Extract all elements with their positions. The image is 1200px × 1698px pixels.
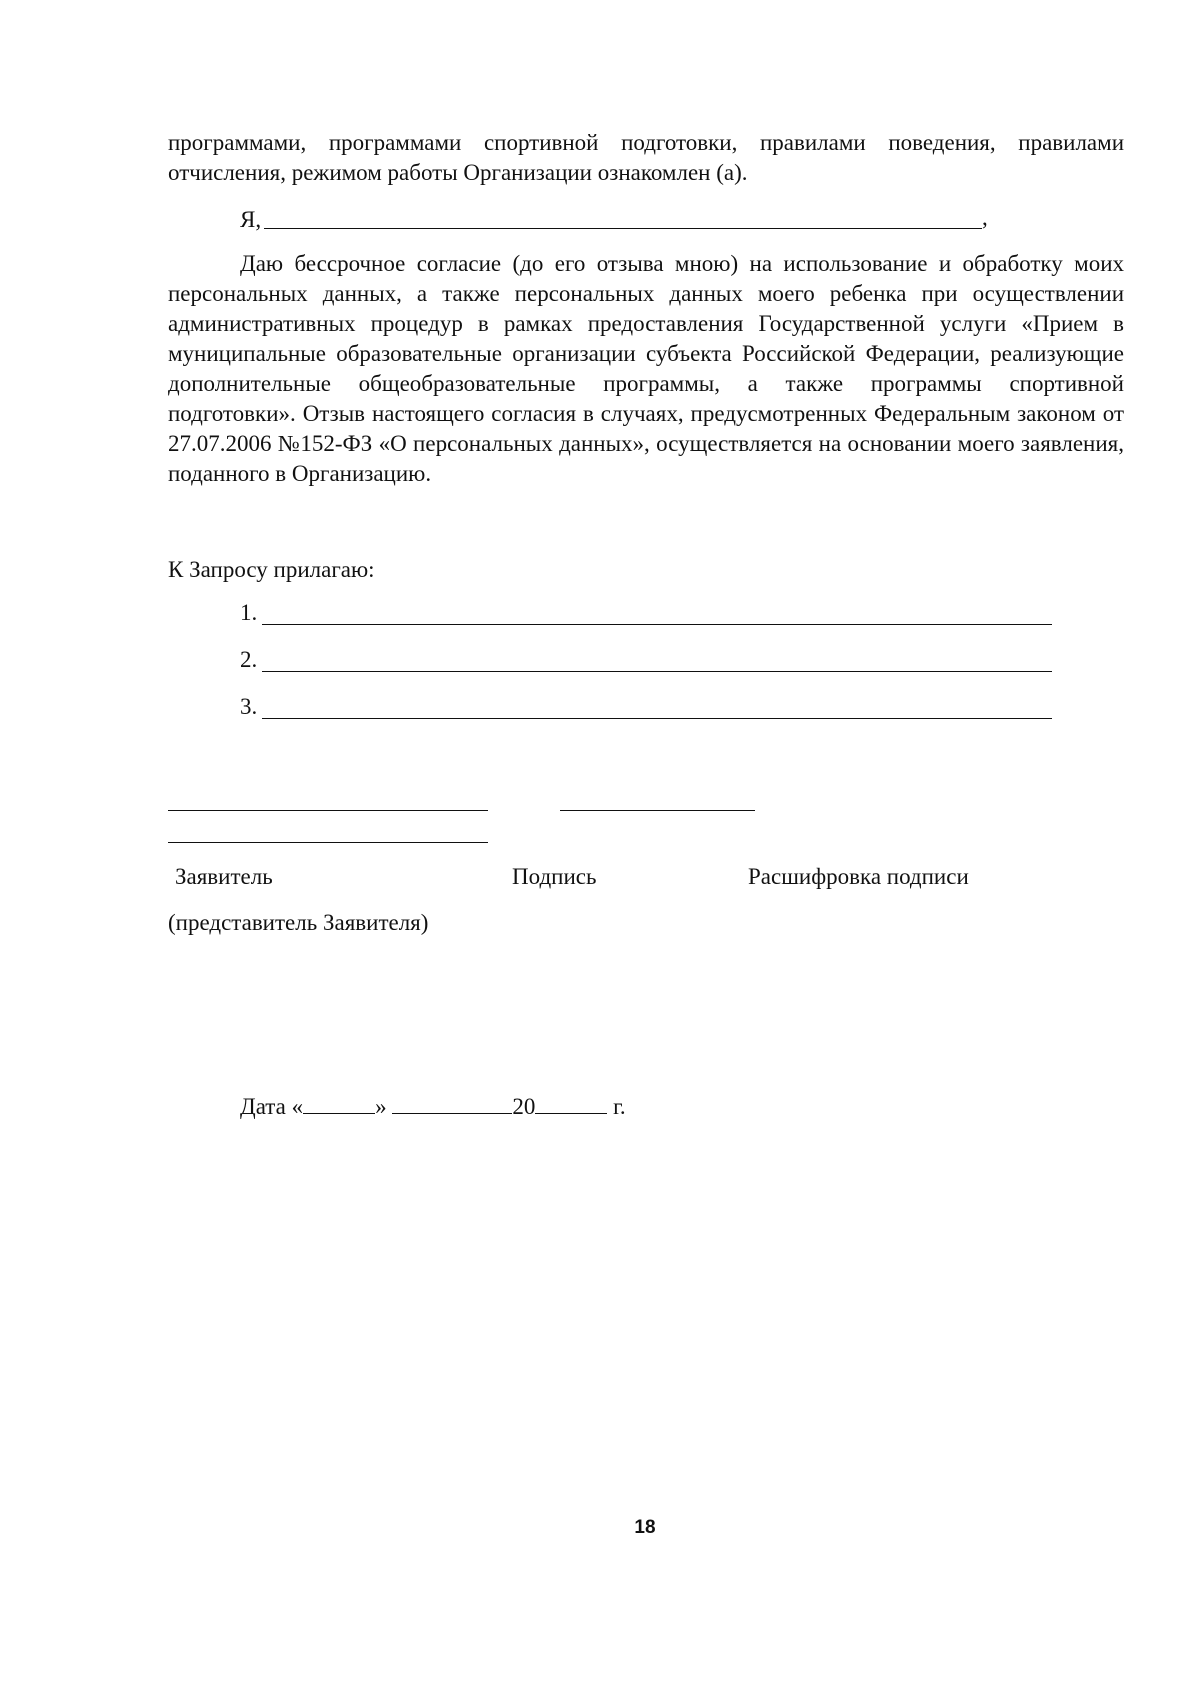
attachment-field-3[interactable] (262, 718, 1052, 719)
applicant-sublabel: (представитель Заявителя) (168, 910, 429, 935)
date-day-field[interactable] (303, 1093, 375, 1114)
date-label: Дата « (240, 1094, 304, 1119)
date-year-field[interactable] (535, 1093, 607, 1114)
page-number: 18 (634, 1517, 656, 1538)
applicant-name-line-2[interactable] (168, 842, 488, 843)
date-suffix: г. (613, 1094, 626, 1119)
signature-label: Подпись (512, 864, 597, 889)
consent-paragraph: Даю бессрочное согласие (до его отзыва мною) на использование и обработку моих персональных данных, а также персональных данных моего ребенка при осуществлении административных процедур в рамках предоставления Государственной услуги «Прием в муниципальные образовательные организации субъекта Российской Федерации, реализующие дополнительные общеобразовательные программы, а также программы спортивной подготовки». Отзыв настоящего согласия в случаях, предусмотренных Федеральным законом от 27.07.2006 №152-ФЗ «О персональных данных», осуществляется на основании моего заявления, поданного в Организацию. (168, 251, 1124, 486)
attachment-number-2: 2. (240, 647, 258, 672)
signature-decode-label: Расшифровка подписи (748, 864, 969, 889)
applicant-name-field[interactable] (264, 228, 982, 229)
intro-paragraph: программами, программами спортивной подготовки, правилами поведения, правилами отчисления, режимом работы Организации ознакомлен (а). (168, 130, 1124, 185)
attachments-title: К Запросу прилагаю: (168, 557, 375, 582)
date-close-quote: » (375, 1094, 387, 1119)
attachment-number-1: 1. (240, 600, 258, 625)
date-century: 20 (512, 1094, 536, 1119)
applicant-name-line-1[interactable] (168, 810, 488, 811)
applicant-prefix: Я, (240, 207, 262, 232)
date-month-field[interactable] (392, 1093, 512, 1114)
applicant-label: Заявитель (175, 864, 273, 889)
date-row (240, 1093, 626, 1120)
attachment-number-3: 3. (240, 694, 258, 719)
applicant-suffix: , (982, 205, 988, 230)
attachment-field-1[interactable] (262, 624, 1052, 625)
attachment-field-2[interactable] (262, 671, 1052, 672)
signature-line[interactable] (560, 810, 755, 811)
